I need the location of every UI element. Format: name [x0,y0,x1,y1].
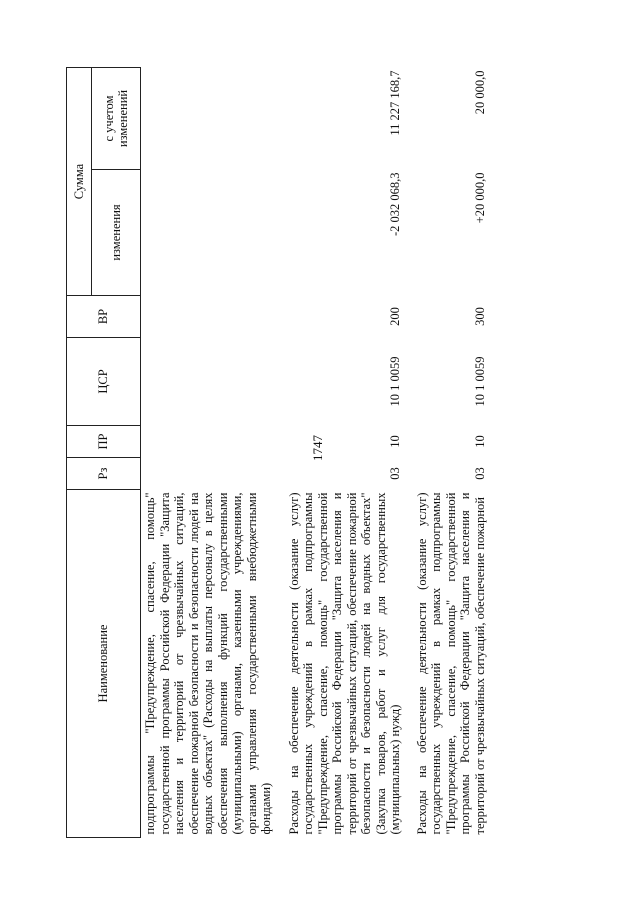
header-row-1 [67,68,92,838]
row-csr [141,338,277,426]
row-vr [141,296,277,338]
row-vr: 200 [388,307,402,326]
row-name: Расходы на обеспечение деятельности (оказание услуг) государственных учреждений в рамках подпрограммы "Предупреждение, спасение, помощь" государственной программы Российской Федерации "Защита населения и территорий от чрезвычайных ситуаций, обеспечение пожарной [414,492,487,835]
col-header-vr: ВР [67,296,141,338]
budget-table [66,67,489,838]
row-name: подпрограммы "Предупреждение, спасение, помощь" государственной программы Российской Федерации "Защита населения и территорий от чрезвычайных ситуаций, обеспечение пожарной безопасности и безопасности людей на водных объектах" (Расходы на выплаты персоналу в целях обеспечения выполнения функций государственными (муниципальными) органами, казенными учреждениями, органами управления государственными внебюджетными фондами) [143,492,273,835]
col-header-pr: ПР [67,426,141,458]
row-with-changes: 20 000,0 [472,70,487,115]
col-header-csr: ЦСР [67,338,141,426]
row-pr [141,426,277,458]
row-csr: 10 1 0059 [472,356,487,407]
row-name: Расходы на обеспечение деятельности (оказание услуг) государственных учреждений в рамках подпрограммы "Предупреждение, спасение, помощь" государственной программы Российской Федерации "Защита населения и территорий от чрезвычайных ситуаций, обеспечение пожарной безопасности и безопасности людей на водных объектах" (Закупка товаров, работ и услуг для государственных (муниципальных) нужд) [286,492,402,835]
row-pr: 10 [472,435,487,448]
row-rz: 03 [388,467,402,480]
col-header-name: Наименование [67,490,141,838]
col-header-rz: Рз [67,458,141,490]
row-with-changes [141,68,277,170]
col-header-change: изменения [92,170,141,296]
page-number: 1747 [310,435,325,461]
col-header-with-changes: с учетом изменений [92,68,141,170]
row-change: +20 000,0 [472,172,487,224]
row-change: -2 032 068,3 [388,172,402,237]
row-pr: 10 [388,435,402,448]
table-row [276,68,405,838]
table-row [141,68,277,838]
row-rz [141,458,277,490]
col-header-sum: Сумма [67,68,92,296]
row-with-changes: 11 227 168,7 [388,70,402,136]
row-rz: 03 [472,467,487,480]
table-row [405,68,490,838]
budget-table-rotated [66,68,566,838]
row-vr: 300 [472,307,487,326]
row-change [141,170,277,296]
row-csr: 10 1 0059 [388,356,402,407]
